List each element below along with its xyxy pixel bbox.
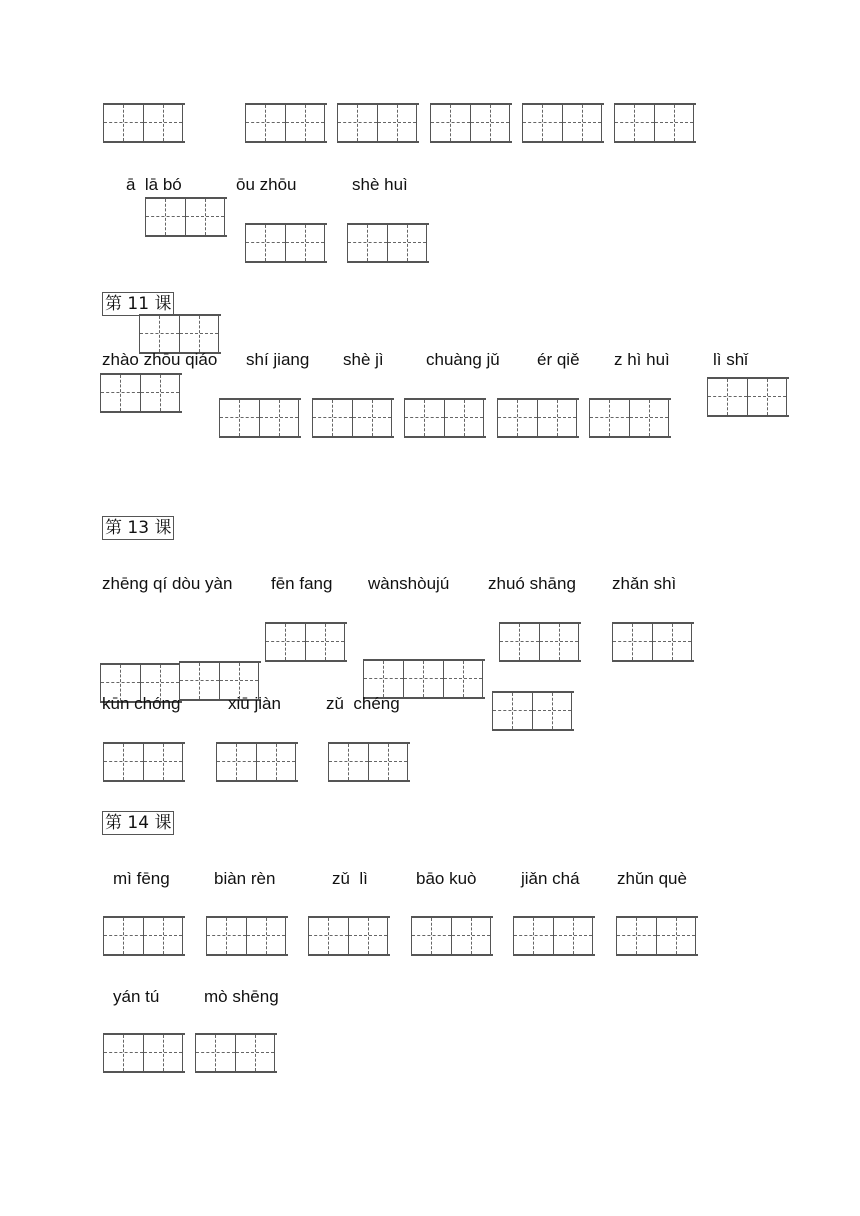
writing-grid — [497, 398, 579, 438]
writing-grid — [216, 742, 298, 782]
writing-grid — [492, 691, 574, 731]
writing-grid — [430, 103, 512, 143]
writing-grid — [265, 622, 347, 662]
writing-grid — [337, 103, 419, 143]
pinyin-text: mò shēng — [204, 987, 279, 1006]
pinyin-text: ā lā bó — [126, 175, 182, 194]
pinyin-text: shí jiang — [246, 350, 310, 369]
writing-grid — [347, 223, 429, 263]
pinyin-text: fēn fang — [271, 574, 333, 593]
writing-grid — [522, 103, 604, 143]
pinyin-text: zhēng qí dòu yàn — [102, 574, 233, 593]
pinyin-text: wànshòujú — [368, 574, 450, 593]
writing-grid — [219, 398, 301, 438]
pinyin-text: bāo kuò — [416, 869, 477, 888]
writing-grid — [103, 1033, 185, 1073]
lesson-14-title: 第 14 课 — [102, 811, 174, 835]
pinyin-text: zǔ chéng — [326, 694, 400, 713]
writing-grid — [206, 916, 288, 956]
writing-grid — [103, 742, 185, 782]
pinyin-text: xiū jiàn — [228, 694, 281, 713]
writing-grid — [103, 103, 185, 143]
writing-grid — [707, 377, 789, 417]
pinyin-text: lì shǐ — [713, 350, 748, 369]
pinyin-text: kūn chóng — [102, 694, 181, 713]
pinyin-text: z hì huì — [614, 350, 670, 369]
writing-grid — [103, 916, 185, 956]
writing-grid — [616, 916, 698, 956]
writing-grid — [139, 314, 221, 354]
pinyin-text: zǔ lì — [332, 869, 368, 888]
writing-grid — [308, 916, 390, 956]
lesson-11-title: 第 11 课 — [102, 292, 174, 316]
writing-grid — [404, 398, 486, 438]
pinyin-text: zhuó shāng — [488, 574, 576, 593]
writing-grid — [614, 103, 696, 143]
pinyin-text: shè huì — [352, 175, 408, 194]
writing-grid — [245, 103, 327, 143]
writing-grid — [312, 398, 394, 438]
pinyin-text: ér qiě — [537, 350, 580, 369]
pinyin-text: shè jì — [343, 350, 384, 369]
writing-grid — [513, 916, 595, 956]
writing-grid — [403, 659, 485, 699]
writing-grid — [328, 742, 410, 782]
pinyin-text: jiǎn chá — [521, 869, 580, 888]
writing-grid — [245, 223, 327, 263]
pinyin-text: yán tú — [113, 987, 160, 1006]
pinyin-text: zhào zhōu qiáo — [102, 350, 218, 369]
pinyin-text: zhǔn què — [617, 869, 687, 888]
pinyin-text: chuàng jǔ — [426, 350, 500, 369]
writing-grid — [499, 622, 581, 662]
writing-grid — [411, 916, 493, 956]
pinyin-text: biàn rèn — [214, 869, 276, 888]
writing-grid — [612, 622, 694, 662]
writing-grid — [145, 197, 227, 237]
writing-grid — [589, 398, 671, 438]
pinyin-text: zhǎn shì — [612, 574, 677, 593]
writing-grid — [100, 373, 182, 413]
pinyin-text: ōu zhōu — [236, 175, 297, 194]
writing-grid — [195, 1033, 277, 1073]
pinyin-text: mì fēng — [113, 869, 170, 888]
lesson-13-title: 第 13 课 — [102, 516, 174, 540]
